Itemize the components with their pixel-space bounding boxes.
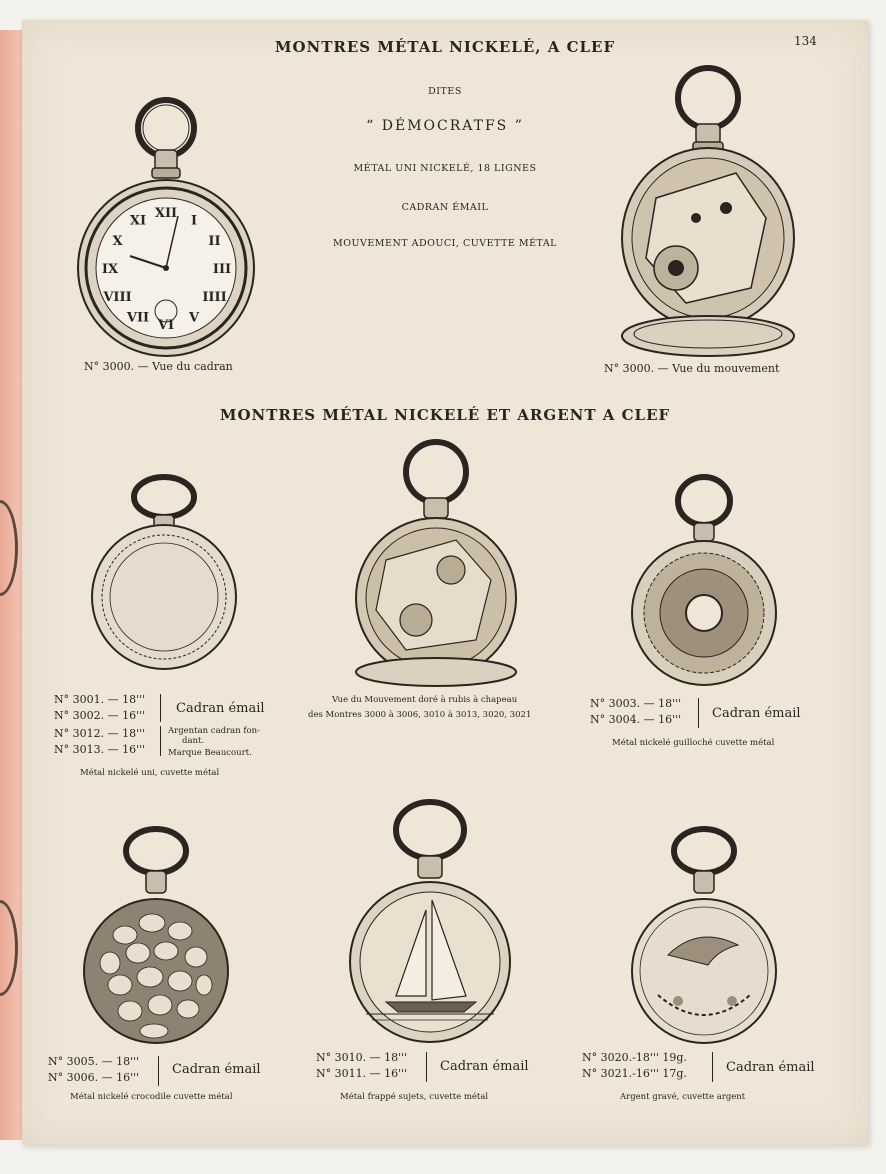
item-description: Métal nickelé crocodile cuvette métal [70,1092,233,1102]
caption-dial-view: N° 3000. — Vue du cadran [84,360,233,373]
dial-numeral: XI [129,213,147,229]
watch-engraved-illustration [628,825,778,1045]
model-number-line: N° 3006. — 16''' [48,1071,140,1084]
model-number-line: N° 3013. — 16''' [54,743,146,756]
ornament-fragment [0,500,18,596]
movement-description: des Montres 3000 à 3006, 3010 à 3013, 3020, 3021 [308,710,532,720]
model-number-line: N° 3005. — 18''' [48,1055,140,1068]
model-number-line: N° 3010. — 18''' [316,1051,408,1064]
dial-numeral: VI [157,318,175,333]
spec-line-2: CADRAN ÉMAIL [401,202,489,213]
subtitle-dites: DITES [428,86,462,97]
watch-dial-illustration [70,98,260,360]
spec-note: Argentan cadran fon- [168,726,260,736]
model-number-line: N° 3004. — 16''' [590,713,682,726]
dial-numeral: XII [154,206,178,221]
model-number-line: N° 3021.-16''' 17g. [582,1067,687,1080]
dial-label: Cadran émail [440,1059,529,1074]
model-number-line: N° 3012. — 18''' [54,727,146,740]
item-description: Métal frappé sujets, cuvette métal [340,1092,489,1102]
model-number-line: N° 3003. — 18''' [590,697,682,710]
dial-numeral: IIII [202,290,227,305]
model-number-line: N° 3002. — 16''' [54,709,146,722]
spec-note: dant. [182,736,205,746]
watch-guilloche-illustration [628,475,778,685]
dial-numeral: VIII [103,290,132,305]
brace [160,726,161,756]
page-number: 134 [794,34,817,48]
watch-movement-illustration [616,68,806,368]
model-number-line: N° 3011. — 16''' [316,1067,408,1080]
model-number-line: N° 3001. — 18''' [54,693,146,706]
model-number-line: N° 3020.-18''' 19g. [582,1051,687,1064]
dial-label: Cadran émail [176,701,265,716]
model-name: “ DÉMOCRATFS ” [366,118,524,134]
spec-line-3: MOUVEMENT ADOUCI, CUVETTE MÉTAL [332,238,557,249]
dial-label: Cadran émail [726,1060,815,1075]
item-description: Métal nickelé guilloché cuvette métal [612,738,775,748]
dial-numeral: I [190,213,198,229]
dial-label: Cadran émail [172,1062,261,1077]
catalog-page [22,20,868,1145]
brace [160,694,161,722]
watch-plain-case-illustration [88,475,238,675]
watch-sailboat-illustration [346,800,516,1050]
brace [698,698,699,728]
ornament-fragment [0,900,18,996]
movement-description: Vue du Mouvement doré à rubis à chapeau [332,695,518,705]
spec-line-1: MÉTAL UNI NICKELÉ, 18 LIGNES [353,163,537,174]
dial-numeral: II [208,234,221,249]
dial-numeral: IX [101,262,119,277]
watch-open-movement-illustration [346,440,526,690]
brace [158,1056,159,1086]
dial-numeral: V [188,310,200,326]
brace [712,1052,713,1082]
dial-numeral: X [112,234,123,249]
dial-numeral: III [212,262,232,277]
watch-crocodile-illustration [80,825,230,1045]
item-description: Argent gravé, cuvette argent [620,1092,746,1102]
page-title: MONTRES MÉTAL NICKELÉ, A CLEF [274,38,616,56]
dial-label: Cadran émail [712,706,801,721]
section-title: MONTRES MÉTAL NICKELÉ ET ARGENT A CLEF [219,406,671,424]
item-description: Métal nickelé uni, cuvette métal [80,768,220,778]
caption-movement-view: N° 3000. — Vue du mouvement [604,362,780,375]
dial-numeral: VII [126,310,150,326]
spec-note: Marque Beaucourt. [168,748,252,758]
brace [426,1052,427,1082]
